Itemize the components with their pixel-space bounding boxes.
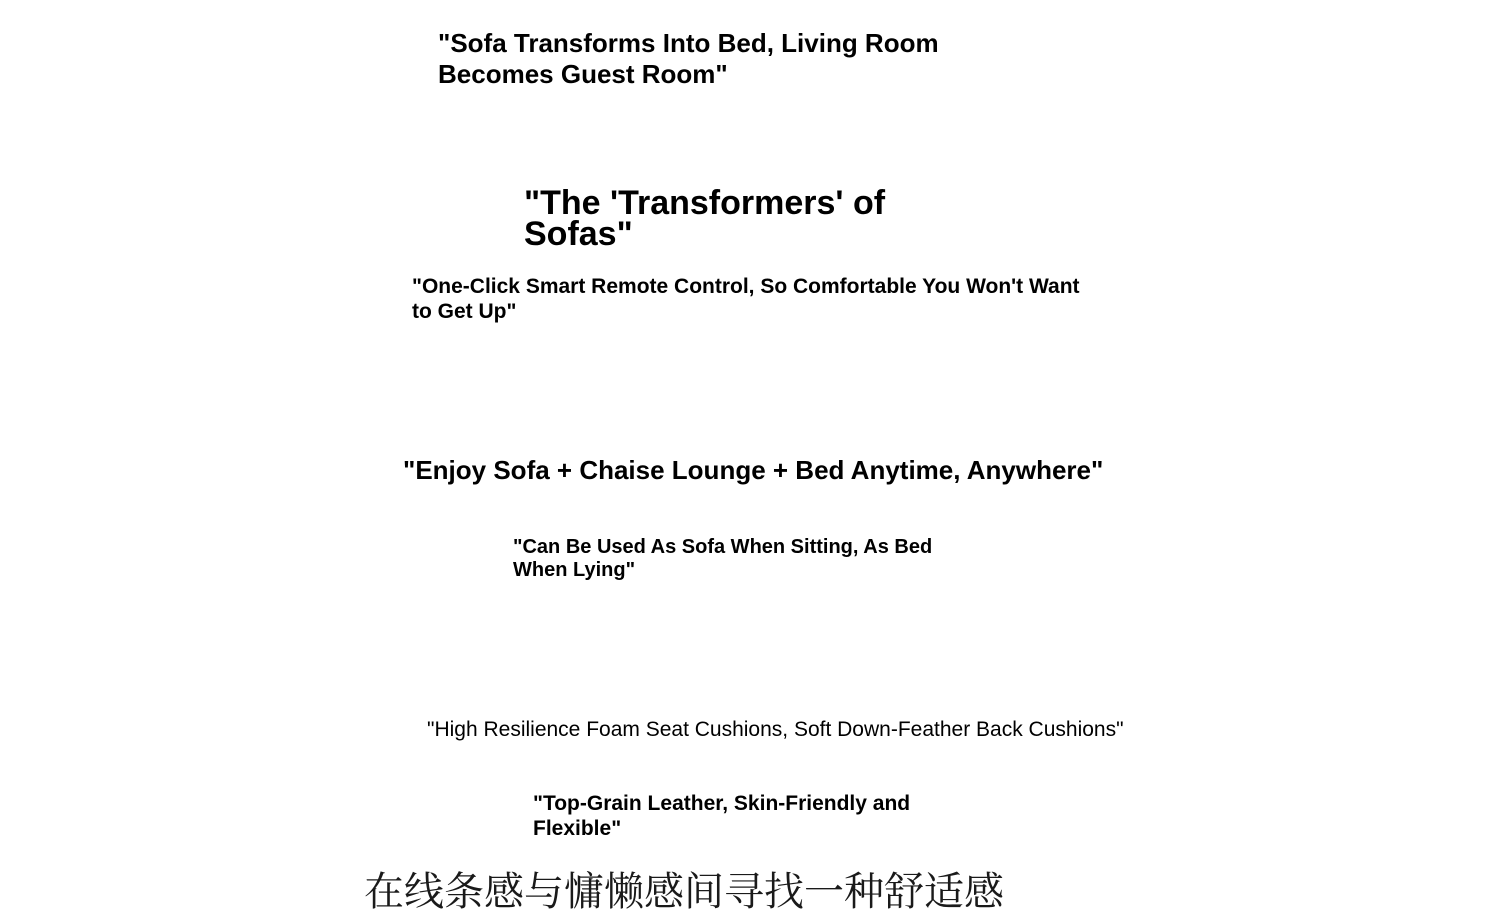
- caption-chinese-tagline: 在线条感与慵懒感间寻找一种舒适感: [364, 869, 1004, 915]
- caption-sofa-transforms-into-bed: "Sofa Transforms Into Bed, Living Room Becomes Guest Room": [438, 28, 939, 89]
- caption-transformers-of-sofas: "The 'Transformers' of Sofas": [524, 184, 886, 253]
- caption-top-grain-leather: "Top-Grain Leather, Skin-Friendly and Flexible": [533, 792, 911, 840]
- caption-foam-cushions: "High Resilience Foam Seat Cushions, Soft Down-Feather Back Cushions": [427, 718, 1124, 741]
- caption-sofa-chaise-bed: "Enjoy Sofa + Chaise Lounge + Bed Anytime, Anywhere": [403, 455, 1104, 485]
- caption-smart-remote-control: "One-Click Smart Remote Control, So Comfortable You Won't Want to Get Up": [412, 275, 1080, 323]
- caption-sofa-when-sitting: "Can Be Used As Sofa When Sitting, As Bed When Lying": [513, 536, 933, 581]
